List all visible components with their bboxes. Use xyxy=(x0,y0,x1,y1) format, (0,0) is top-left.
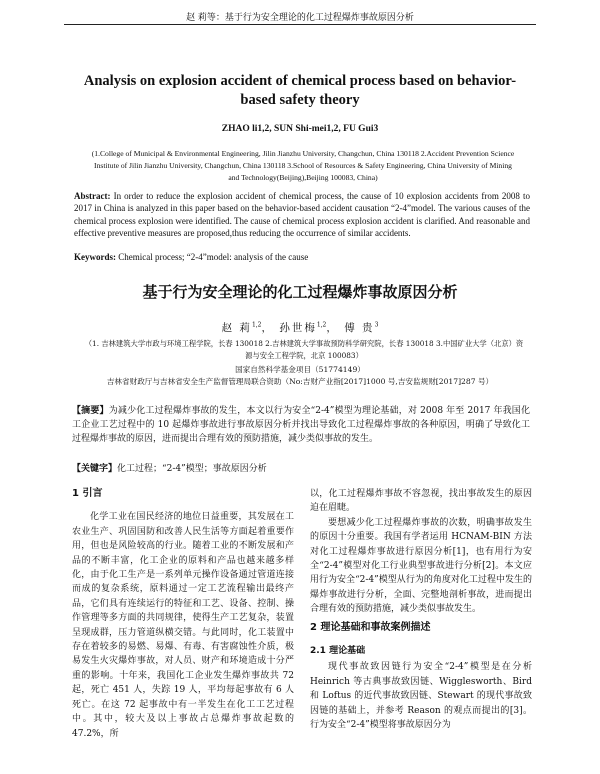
english-affiliation: (1.College of Municipal & Environmental Engineering, Jilin Jianzhu University, Changchun, China 130118 2.Accident Prevention Science Institute of Jilin Jianzhu University, Changchun, China 130118 3.School of Resources & Safety Engineering, China University of Mining and Technology(Beijing),Beijing 100083, China) xyxy=(91,149,515,182)
author-name: 孙世梅 xyxy=(279,322,317,334)
chinese-authors: 赵 莉$^{1,2}$， 孙世梅$^{1,2}$， 傅 贵$^3$ xyxy=(221,321,379,334)
author-name: 赵 莉 xyxy=(221,322,252,334)
english-title: Analysis on explosion accident of chemical process based on behavior-based safety theory xyxy=(83,73,517,108)
subsection-2-1-heading: 2.1 理论基础 xyxy=(310,646,366,657)
section-1-heading: 1 引言 xyxy=(72,488,103,499)
keywords-text: Chemical process; “2-4”model: analysis of the cause xyxy=(116,252,309,262)
english-authors: ZHAO li1,2, SUN Shi-mei1,2, FU Gui3 xyxy=(221,124,379,134)
body-paragraph: 现代事故致因链行为安全“2-4”模型是在分析 Heinrich 等古典事故致因链、Wigglesworth、Bird 和 Loftus 的近代事故致因链、Stewart 的现代事故致因链的基础上，并参考 Reason 的观点而提出的[3]。行为安全“2-4”模型将事故原因分为 xyxy=(310,662,532,731)
english-abstract xyxy=(74,190,530,239)
author-superscript: 3 xyxy=(374,321,379,329)
chinese-abstract-text: 为减少化工过程爆炸事故的发生，本文以行为安全“2-4”模型为理论基础，对 2008 年至 2017 年我国化工企业工艺过程中的 10 起爆炸事故进行事故原因分析并找出导致化工过程爆炸事故的各种原因，明确了导致化工过程爆炸事故的原因，进而提出合理有效的预防措施，减少类似事故的发生。 xyxy=(72,406,530,444)
author-name: 傅 贵 xyxy=(344,322,375,334)
left-column xyxy=(72,487,294,741)
right-column xyxy=(310,487,532,733)
chinese-abstract xyxy=(72,405,530,446)
chinese-abstract-label: 【摘要】 xyxy=(72,406,109,416)
chinese-keywords-label: 【关键字】 xyxy=(72,464,118,474)
chinese-affiliation: （1. 吉林建筑大学市政与环境工程学院，长春 130018 2.吉林建筑大学事故预防科学研究院，长春 130018 3.中国矿业大学（北京）资源与安全工程学院，北京 100083） xyxy=(84,339,524,360)
section-2-heading: 2 理论基础和事故案例描述 xyxy=(310,621,431,633)
funding-line-1: 国家自然科学基金项目（51774149） xyxy=(235,365,365,374)
chinese-keywords xyxy=(72,461,530,474)
funding-line-2: 吉林省财政厅与吉林省安全生产监督管理局联合资助（No:吉财产业指[2017]1000 号,吉安监规财[2017]287 号） xyxy=(106,377,494,386)
author-superscript: 1,2 xyxy=(316,321,327,329)
chinese-title: 基于行为安全理论的化工过程爆炸事故原因分析 xyxy=(142,283,458,301)
abstract-text: In order to reduce the explosion accident of chemical process, the cause of 10 explosion accidents from 2008 to 2017 in China is analyzed in this paper based on the behavior-based accident causation “2-4”model. The various causes of the chemical process explosion were identified. The cause of chemical process explosion accident is clarified. And reasonable and effective preventive measures are proposed,thus reducing the occurrence of similar accidents. xyxy=(74,191,530,238)
body-paragraph: 要想减少化工过程爆炸事故的次数，明确事故发生的原因十分重要。我国有学者运用 HCNAM-BIN 方法对化工过程爆炸事故进行原因分析[1]，也有用行为安全“2-4”模型对化工行业典型事故进行分析[2]。本文应用行为安全“2-4”模型从行为的角度对化工过程中发生的爆炸事故进行分析，全面、完整地剖析事故，进而提出合理有效的预防措施，减少类似事故发生。 xyxy=(310,517,532,615)
keywords-label: Keywords: xyxy=(74,252,116,262)
abstract-label: Abstract: xyxy=(74,191,111,201)
header-rule xyxy=(64,24,536,25)
body-paragraph: 以，化工过程爆炸事故不容忽视，找出事故发生的原因迫在眉睫。 xyxy=(310,489,532,514)
chinese-keywords-text: 化工过程；“2-4”模型；事故原因分析 xyxy=(117,464,267,474)
running-head: 赵 莉等：基于行为安全理论的化工过程爆炸事故原因分析 xyxy=(186,13,414,23)
english-keywords xyxy=(74,252,530,262)
funding-note xyxy=(70,364,530,388)
body-paragraph: 化学工业在国民经济的地位日益重要，其发展在工农业生产、巩固国防和改善人民生活等方面起着重要作用，但也是风险较高的行业。随着工业的不断发展和产品的不断丰富，化工企业的原料和产品也越来越多样化，由于化工生产是一系列单元操作设备通过管道连接而成的复杂系统，原料通过一定工艺流程输出最终产品，它们具有连续运行的特征和工艺、设备、控制、操作管理等多方面的共同规律，使得生产工艺复杂，装置呈现成群，压力管道纵横交错。与此同时，化工装置中存在着较多的易燃、易爆、有毒、有害腐蚀性介质，极易发生火灾爆炸事故，对人员、财产和环境造成十分严重的影响。十年来，我国化工企业发生爆炸事故共 72 起，死亡 451 人，失踪 19 人，平均每起事故有 6 人死亡。在这 72 起事故中有一半发生在化工工艺过程中。其中，较大及以上事故占总爆炸事故起数的 47.2%，所 xyxy=(72,512,294,739)
author-superscript: 1,2 xyxy=(251,321,262,329)
